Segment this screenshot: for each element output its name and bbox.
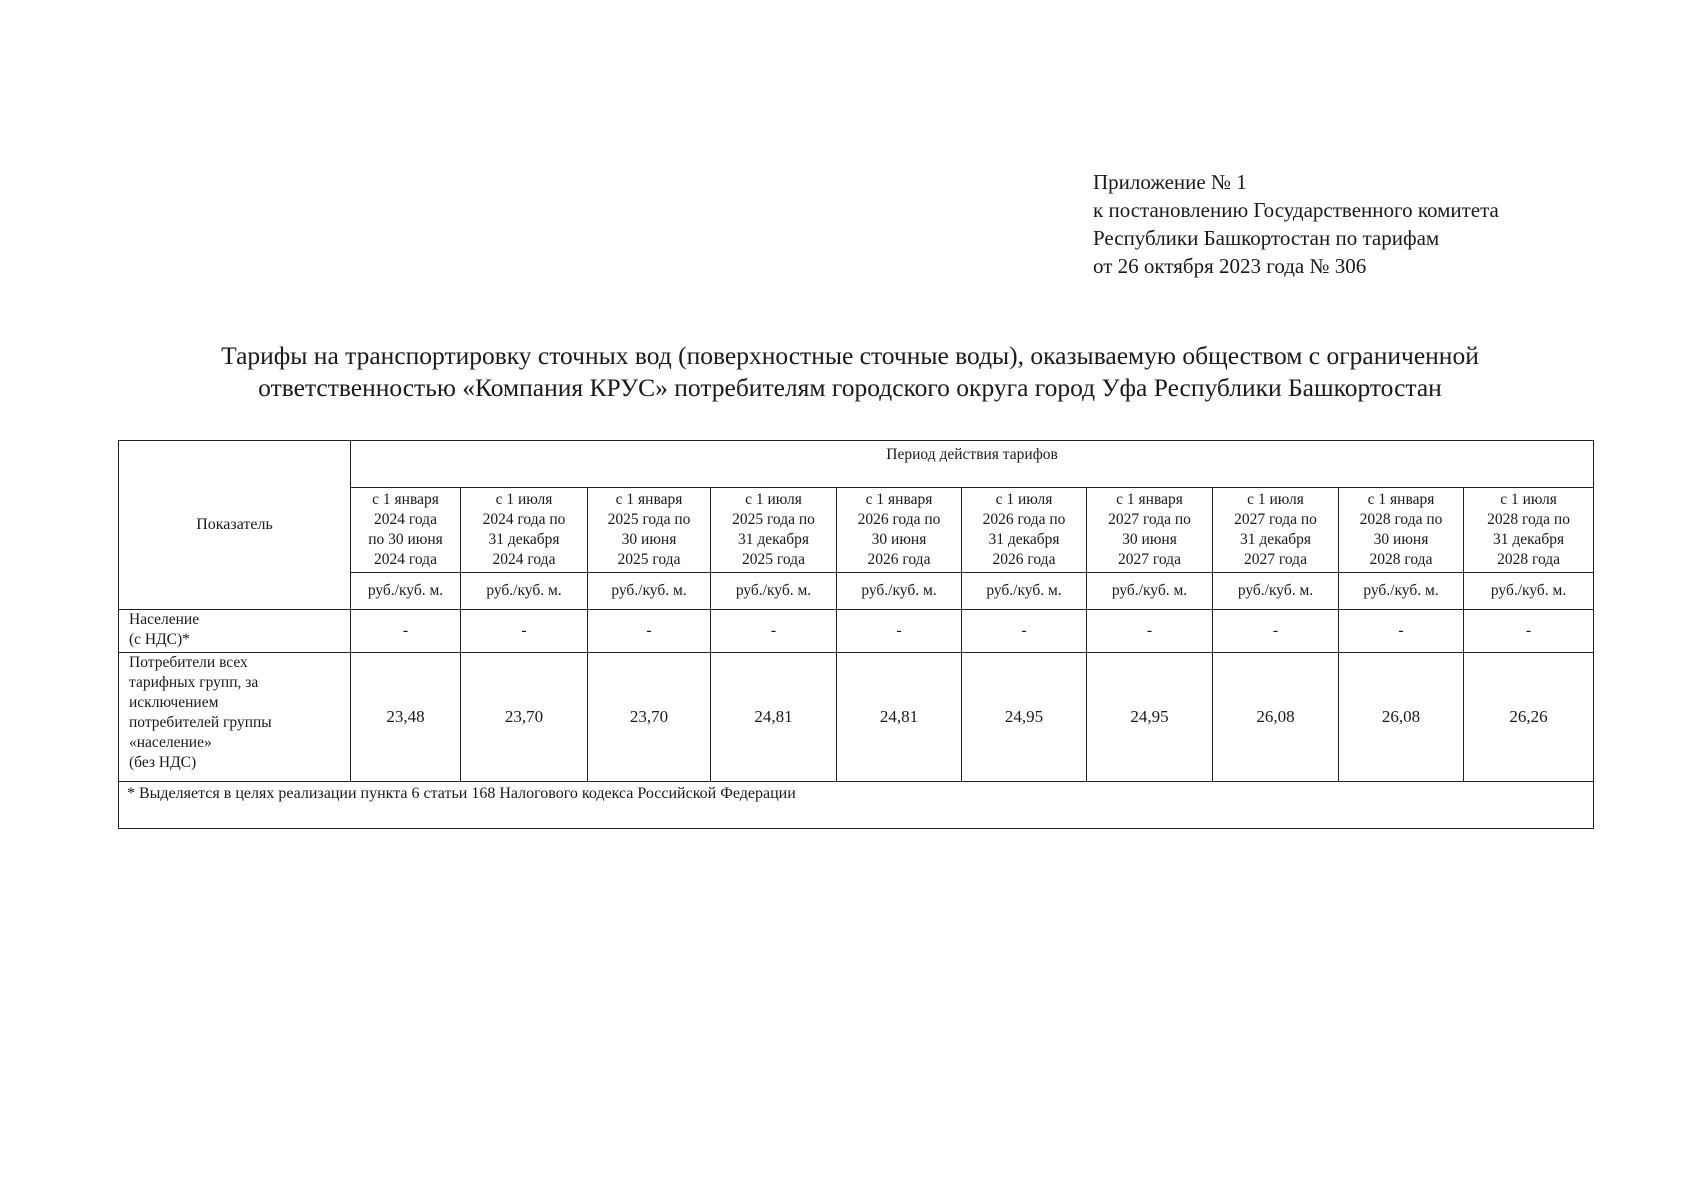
unit-cell: руб./куб. м. — [837, 573, 962, 610]
tariff-value: 26,26 — [1464, 653, 1594, 782]
indicator-header: Показатель — [119, 441, 351, 610]
appendix-line-2: к постановлению Государственного комитета — [1093, 198, 1499, 222]
unit-cell: руб./куб. м. — [588, 573, 711, 610]
title-line-2: ответственностью «Компания КРУС» потребителям городского округа город Уфа Республики Башкортостан — [258, 373, 1442, 402]
tariff-value: 26,08 — [1213, 653, 1339, 782]
table-row-footnote — [119, 782, 1594, 829]
tariff-value: - — [1464, 610, 1594, 653]
tariff-value: 24,81 — [837, 653, 962, 782]
unit-cell: руб./куб. м. — [1087, 573, 1213, 610]
table-row-population — [119, 610, 1594, 653]
tariff-value: - — [588, 610, 711, 653]
tariff-value: - — [351, 610, 461, 653]
tariff-value: - — [711, 610, 837, 653]
tariff-value: - — [461, 610, 588, 653]
unit-cell: руб./куб. м. — [351, 573, 461, 610]
period-cell: с 1 июля 2027 года по 31 декабря 2027 года — [1213, 488, 1339, 573]
tariff-value: - — [1339, 610, 1464, 653]
unit-cell: руб./куб. м. — [461, 573, 588, 610]
footnote: * Выделяется в целях реализации пункта 6 статьи 168 Налогового кодекса Российской Федерации — [119, 782, 1594, 829]
row-label: Потребители всех тарифных групп, за исключением потребителей группы «население» (без НДС) — [119, 653, 351, 782]
period-cell: с 1 января 2028 года по 30 июня 2028 года — [1339, 488, 1464, 573]
appendix-line-4: от 26 октября 2023 года № 306 — [1093, 254, 1367, 278]
unit-cell: руб./куб. м. — [711, 573, 837, 610]
tariff-value: 23,70 — [461, 653, 588, 782]
period-cell: с 1 января 2025 года по 30 июня 2025 года — [588, 488, 711, 573]
unit-cell: руб./куб. м. — [1213, 573, 1339, 610]
tariff-value: 23,70 — [588, 653, 711, 782]
title-line-1: Тарифы на транспортировку сточных вод (поверхностные сточные воды), оказываемую обществом с ограниченной — [221, 341, 1479, 370]
header-row-period — [119, 441, 1594, 488]
table-row-consumers — [119, 653, 1594, 782]
period-cell: с 1 июля 2025 года по 31 декабря 2025 года — [711, 488, 837, 573]
tariff-value: - — [1213, 610, 1339, 653]
tariff-value: 24,81 — [711, 653, 837, 782]
appendix-line-1: Приложение № 1 — [1093, 170, 1247, 194]
period-cell: с 1 июля 2024 года по 31 декабря 2024 года — [461, 488, 588, 573]
tariff-value: 24,95 — [1087, 653, 1213, 782]
period-cell: с 1 января 2027 года по 30 июня 2027 года — [1087, 488, 1213, 573]
appendix-line-3: Республики Башкортостан по тарифам — [1093, 226, 1440, 250]
unit-cell: руб./куб. м. — [1339, 573, 1464, 610]
period-cell: с 1 января 2024 года по 30 июня 2024 года — [351, 488, 461, 573]
tariff-value: - — [837, 610, 962, 653]
appendix-block — [1093, 168, 1673, 280]
tariff-table — [118, 440, 1594, 829]
tariff-value: - — [1087, 610, 1213, 653]
period-header: Период действия тарифов — [351, 441, 1594, 488]
document-title — [110, 340, 1590, 404]
period-cell: с 1 июля 2026 года по 31 декабря 2026 года — [962, 488, 1087, 573]
tariff-value: - — [962, 610, 1087, 653]
unit-cell: руб./куб. м. — [962, 573, 1087, 610]
row-label: Население (с НДС)* — [119, 610, 351, 653]
tariff-value: 23,48 — [351, 653, 461, 782]
tariff-value: 24,95 — [962, 653, 1087, 782]
period-cell: с 1 января 2026 года по 30 июня 2026 года — [837, 488, 962, 573]
tariff-value: 26,08 — [1339, 653, 1464, 782]
period-cell: с 1 июля 2028 года по 31 декабря 2028 года — [1464, 488, 1594, 573]
unit-cell: руб./куб. м. — [1464, 573, 1594, 610]
